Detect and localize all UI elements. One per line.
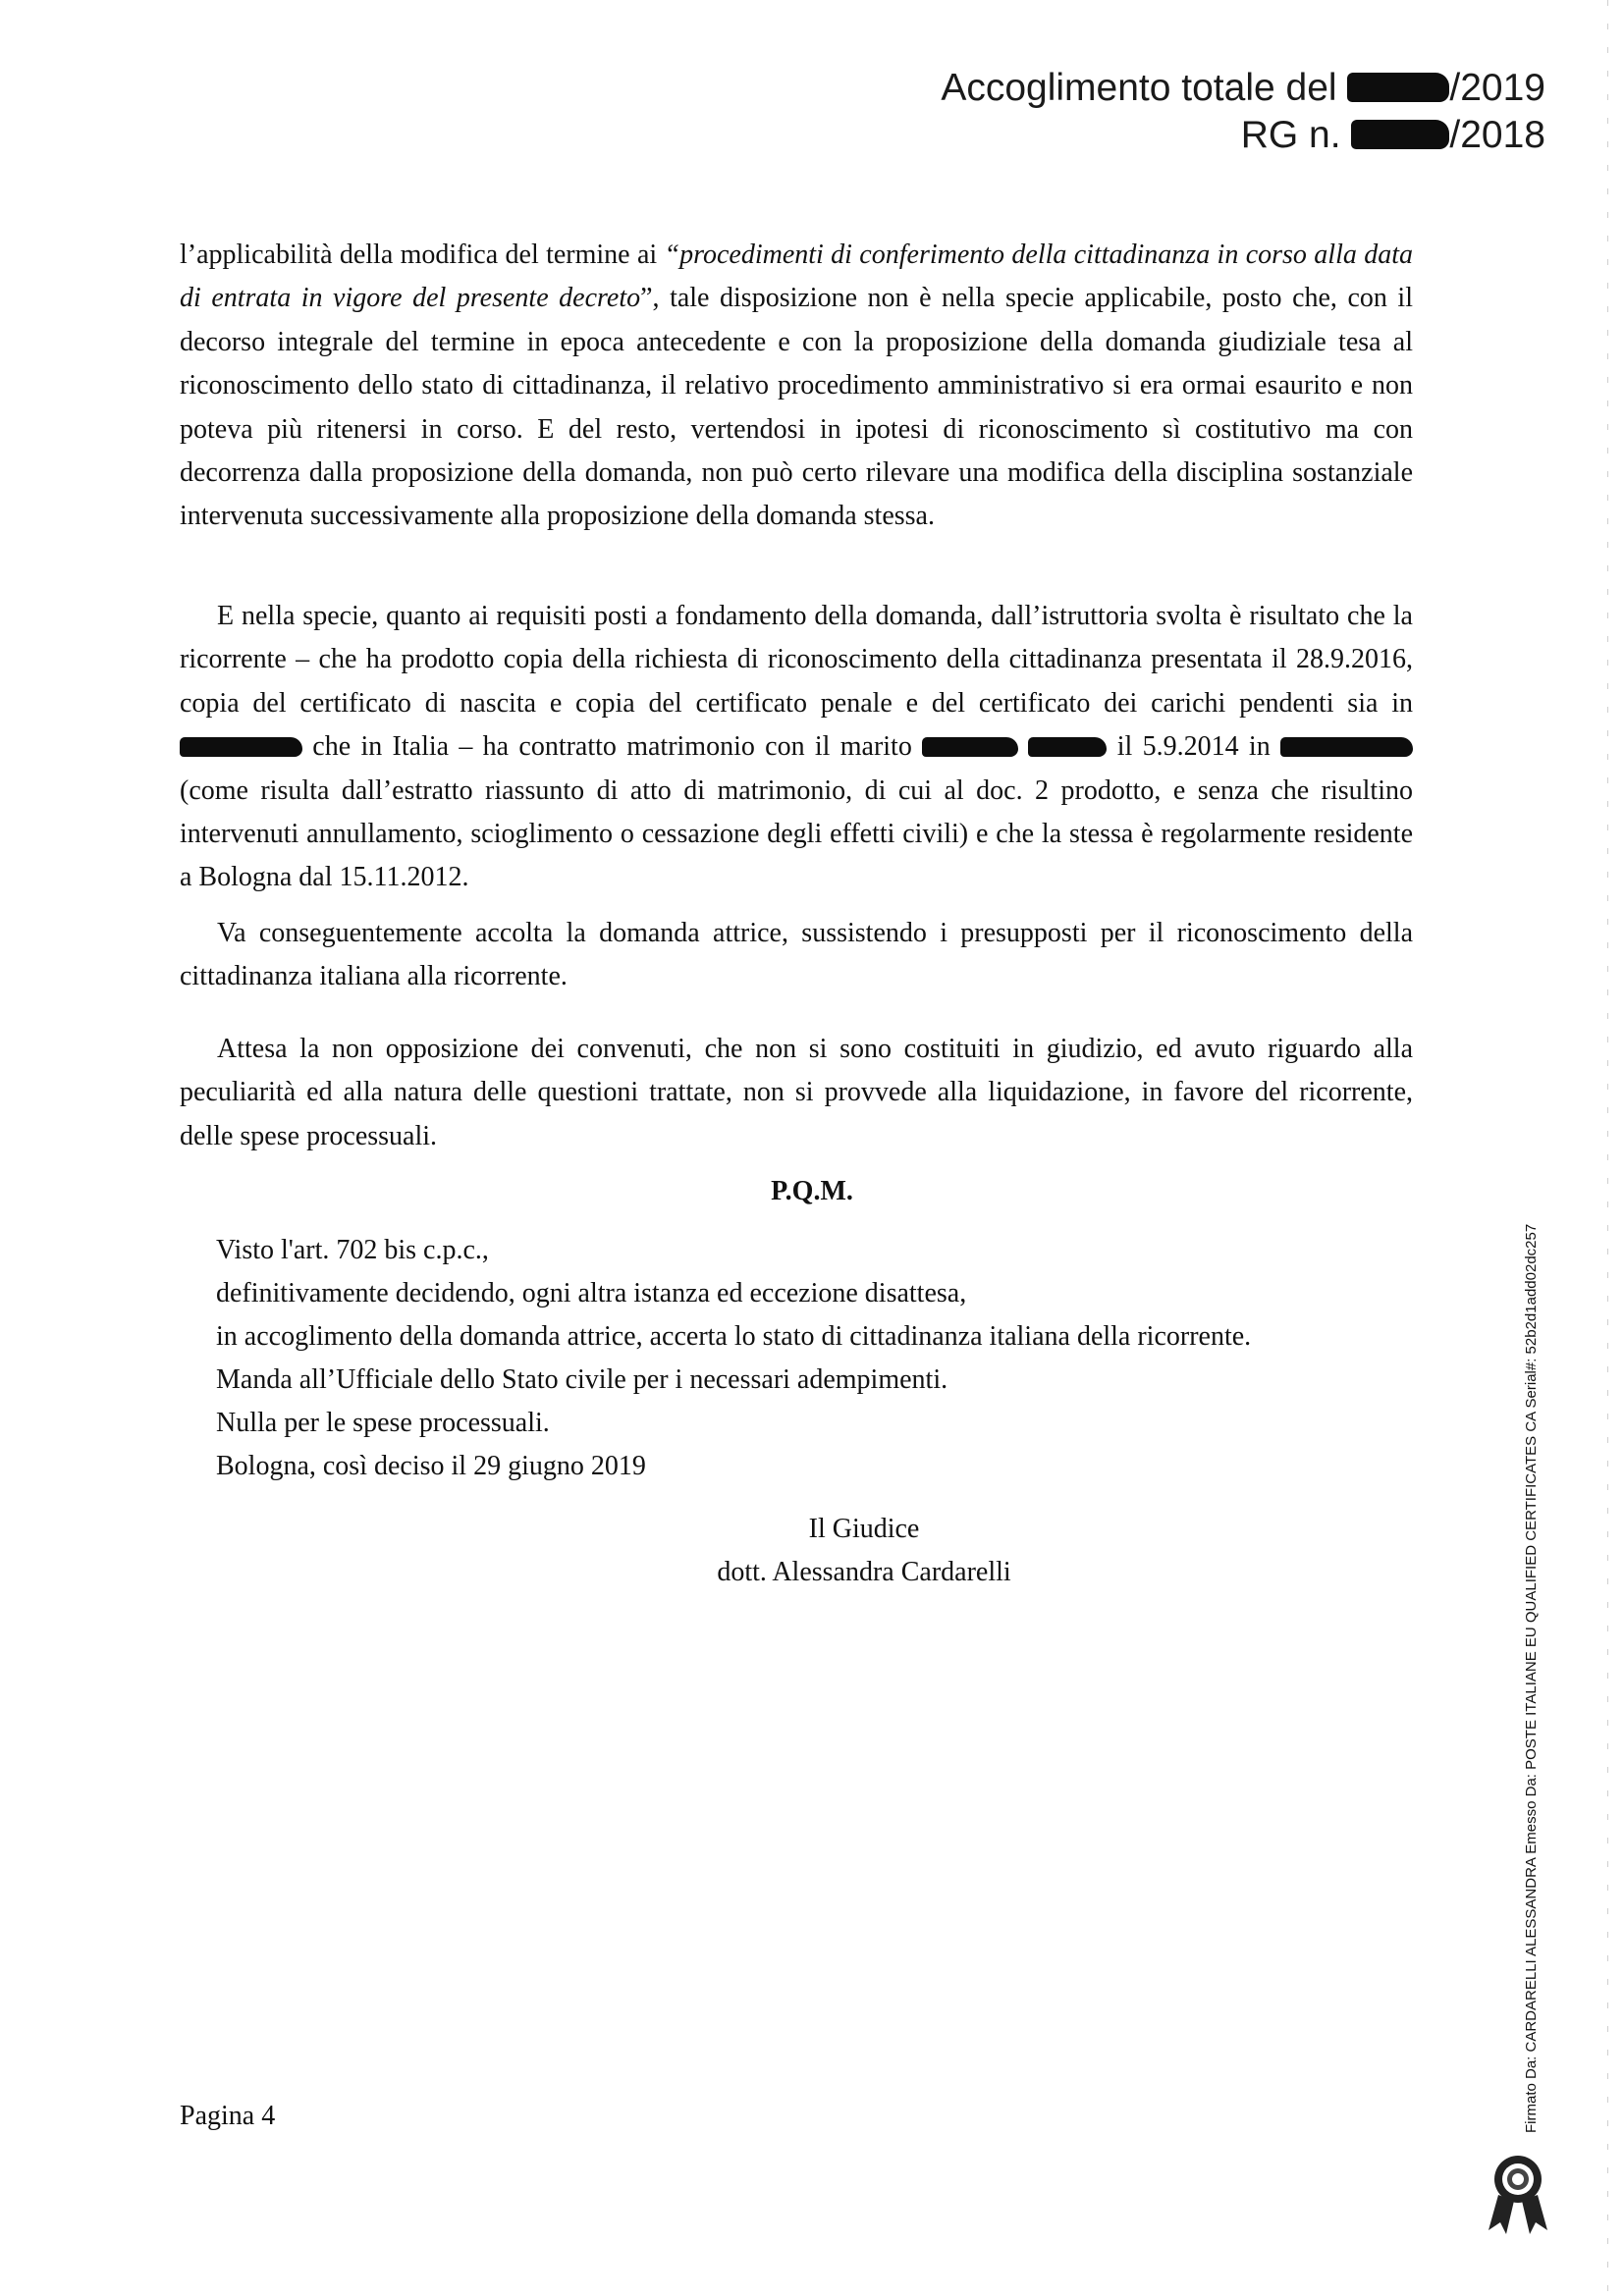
digital-signature-stamp: Firmato Da: CARDARELLI ALESSANDRA Emesso Da: POSTE ITALIANE EU QUALIFIED CERTIFICATES CA Serial#: 52b2d1add02dc257	[1523, 1223, 1540, 2133]
paragraph-1-text: l’applicabilità della modifica del termine ai	[180, 240, 665, 270]
scan-edge-marks	[1606, 0, 1609, 2296]
dispositive-line: Manda all’Ufficiale dello Stato civile per i necessari adempimenti.	[216, 1364, 948, 1395]
header-decision-year: /2019	[1449, 67, 1545, 109]
page-number: Pagina 4	[180, 2101, 276, 2131]
redaction-mark	[1351, 120, 1449, 149]
paragraph-4	[180, 1028, 1413, 1158]
signature-role: Il Giudice	[808, 1514, 920, 1544]
redaction-mark	[1280, 737, 1413, 757]
dispositive-line: Nulla per le spese processuali.	[216, 1408, 550, 1438]
header-decision-label: Accoglimento totale del	[941, 67, 1348, 109]
paragraph-2-text-cont: il 5.9.2014 in	[1107, 731, 1281, 763]
signature-block	[687, 1508, 1041, 1594]
paragraph-3-text: Va conseguentemente accolta la domanda attrice, sussistendo i presupposti per il riconoscimento della cittadinanza italiana alla ricorrente.	[180, 918, 1413, 992]
pqm-heading: P.Q.M.	[771, 1176, 853, 1206]
paragraph-4-text: Attesa la non opposizione dei convenuti, che non si sono costituiti in giudizio, ed avuto riguardo alla peculiarità ed alla natura delle questioni trattate, non si provvede alla liquidazione, in favore del ricorrente, delle spese processuali.	[180, 1034, 1413, 1151]
paragraph-2-text-cont: che in Italia – ha contratto matrimonio con il marito	[302, 731, 923, 763]
dispositive-line: definitivamente decidendo, ogni altra istanza ed eccezione disattesa,	[216, 1278, 967, 1308]
paragraph-1-quote: “procedimenti di conferimento della cittadinanza in corso alla data di entrata in vigore del presente decreto	[180, 240, 1413, 314]
header-rg-year: /2018	[1449, 114, 1545, 156]
paragraph-1-text-cont: ”, tale disposizione non è nella specie applicabile, posto che, con il decorso integrale del termine in epoca antecedente e con la proposizione della domanda giudiziale tesa al riconoscimento dello stato di cittadinanza, il relativo procedimento amministrativo si era ormai esaurito e non poteva più ritenersi in corso. E del resto, vertendosi in ipotesi di riconoscimento sì costitutivo ma con decorrenza dalla proposizione della domanda, non può certo rilevare una modifica della disciplina sostanziale intervenuta successivamente alla proposizione della domanda stessa.	[180, 283, 1413, 532]
dispositive-line: Visto l'art. 702 bis c.p.c.,	[216, 1235, 489, 1265]
header-rg-label: RG n.	[1240, 114, 1352, 156]
redaction-mark	[922, 737, 1018, 757]
signature-name: dott. Alessandra Cardarelli	[717, 1557, 1011, 1587]
dispositive-line: in accoglimento della domanda attrice, accerta lo stato di cittadinanza italiana della ricorrente.	[216, 1321, 1252, 1352]
dispositive-line: Bologna, così deciso il 29 giugno 2019	[216, 1451, 646, 1481]
redaction-mark	[1347, 73, 1449, 102]
header-rg-line	[941, 112, 1545, 159]
certificate-seal-icon	[1485, 2152, 1551, 2234]
paragraph-2-text-cont: (come risulta dall’estratto riassunto di atto di matrimonio, di cui al doc. 2 prodotto, e senza che risultino intervenuti annullamento, scioglimento o cessazione degli effetti civili) e che la stessa è regolarmente residente a Bologna dal 15.11.2012.	[180, 774, 1413, 893]
paragraph-3	[180, 912, 1413, 999]
paragraph-2	[180, 595, 1413, 900]
paragraph-2-text: E nella specie, quanto ai requisiti posti a fondamento della domanda, dall’istruttoria svolta è risultato che la ricorrente – che ha prodotto copia della richiesta di riconoscimento della cittadinanza presentata il 28.9.2016, copia del certificato di nascita e copia del certificato penale e del certificato dei carichi pendenti sia in	[180, 601, 1413, 719]
paragraph-1	[180, 234, 1413, 539]
document-header	[941, 65, 1545, 159]
header-decision-line	[941, 65, 1545, 112]
redaction-mark	[1028, 737, 1107, 757]
redaction-mark	[180, 737, 302, 757]
dispositive-section	[216, 1229, 1251, 1488]
